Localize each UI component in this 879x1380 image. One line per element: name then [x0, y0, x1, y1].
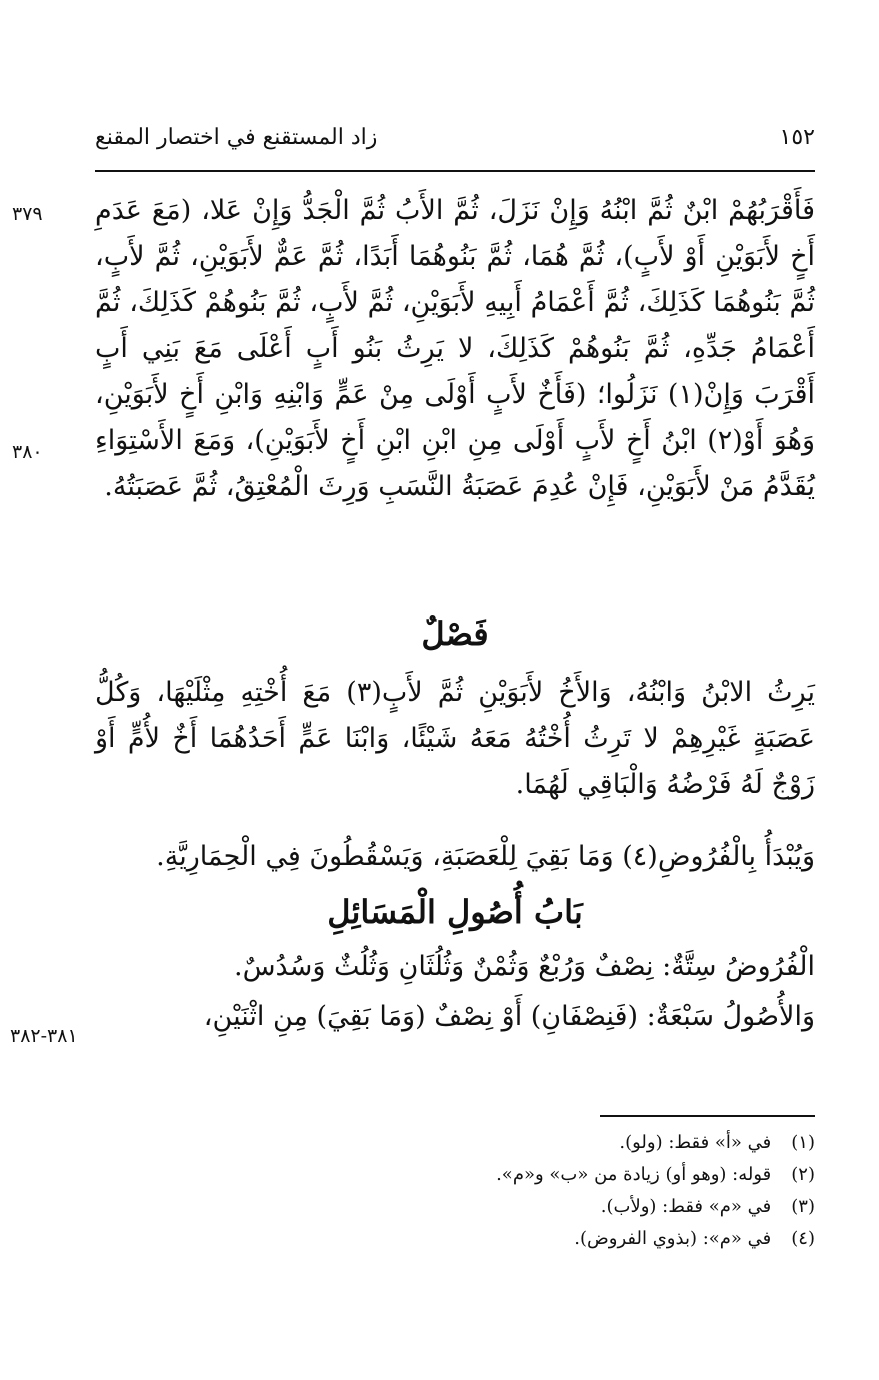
paragraph: يَرِثُ الابْنُ وَابْنُهُ، وَالأَخُ لأَبَوَيْنِ ثُمَّ لأَبٍ(٣) مَعَ أُخْتِهِ مِثْلَيْهَا، وَكُلُّ عَصَبَةٍ غَيْرِهِمْ لا تَرِثُ أُخْتُهُ مَعَهُ شَيْئًا، وَابْنَا عَمٍّ أَحَدُهُمَا أَخٌ لأُمٍّ أَوْ زَوْجٌ لَهُ فَرْضُهُ وَالْبَاقِي لَهُمَا.: [95, 677, 815, 800]
footnotes: [95, 1128, 815, 1256]
margin-number: ٣٨٠: [12, 441, 43, 463]
footnote-number: (٢): [791, 1164, 815, 1185]
paragraph: فَأَقْرَبُهُمْ ابْنٌ ثُمَّ ابْنُهُ وَإِنْ نَزَلَ، ثُمَّ الأَبُ ثُمَّ الْجَدُّ وَإِنْ عَلا، (مَعَ عَدَمِ أَخٍ لأَبَوَيْنِ أَوْ لأَبٍ)، ثُمَّ هُمَا، ثُمَّ بَنُوهُمَا أَبَدًا، ثُمَّ عَمٌّ لأَبَوَيْنِ، ثُمَّ لأَبٍ، ثُمَّ بَنُوهُمَا كَذَلِكَ، ثُمَّ أَعْمَامُ أَبِيهِ لأَبَوَيْنِ، ثُمَّ لأَبٍ، ثُمَّ بَنُوهُمْ كَذَلِكَ، ثُمَّ أَعْمَامُ جَدِّهِ، ثُمَّ بَنُوهُمْ كَذَلِكَ، لا يَرِثُ بَنُو أَبٍ أَعْلَى مَعَ بَنِي أَبٍ أَقْرَبَ وَإِنْ(١) نَزَلُوا؛ (فَأَخٌ لأَبٍ أَوْلَى مِنْ عَمٍّ وَابْنِهِ وَابْنِ أَخٍ لأَبَوَيْنِ، وَهُوَ أَوْ(٢) ابْنُ أَخٍ لأَبٍ أَوْلَى مِنِ ابْنِ ابْنِ أَخٍ لأَبَوَيْنِ)، وَمَعَ الأَسْتِوَاءِ يُقَدَّمُ مَنْ لأَبَوَيْنِ، فَإِنْ عُدِمَ عَصَبَةُ النَّسَبِ وَرِثَ الْمُعْتِقُ، ثُمَّ عَصَبَتُهُ.: [95, 195, 815, 502]
margin-number: ٣٧٩: [12, 203, 43, 225]
footnote-text: في «م» فقط: (ولأب).: [600, 1196, 772, 1217]
book-title: زاد المستقنع في اختصار المقنع: [95, 125, 378, 150]
margin-number: ٣٨١-٣٨٢: [10, 1025, 78, 1047]
paragraph: الْفُرُوضُ سِتَّةٌ: نِصْفٌ وَرُبْعٌ وَثُمْنٌ وَثُلُثَانِ وَثُلُثٌ وَسُدُسٌ.: [233, 951, 815, 982]
footnote-number: (١): [791, 1132, 815, 1153]
footnote-text: قوله: (وهو أو) زيادة من «ب» و«م».: [496, 1164, 772, 1185]
footnote-rule: [600, 1115, 815, 1117]
section-heading: فَصْلٌ: [421, 615, 489, 653]
footnote: [95, 1192, 815, 1222]
footnote-text: في «م»: (بذوي الفروض).: [574, 1228, 772, 1249]
footnote: [95, 1128, 815, 1158]
footnote-number: (٣): [791, 1196, 815, 1217]
chapter-heading: بَابُ أُصُولِ الْمَسَائِلِ: [327, 893, 583, 931]
running-header: [95, 118, 815, 158]
footnote-text: في «أ» فقط: (ولو).: [619, 1132, 772, 1153]
footnote: [95, 1224, 815, 1254]
paragraph: وَيُبْدَأُ بِالْفُرُوضِ(٤) وَمَا بَقِيَ لِلْعَصَبَةِ، وَيَسْقُطُونَ فِي الْحِمَارِيَّةِ.: [156, 841, 815, 872]
page-number: ١٥٢: [779, 125, 815, 150]
paragraph: وَالأُصُولُ سَبْعَةٌ: (فَنِصْفَانِ) أَوْ نِصْفٌ (وَمَا بَقِيَ) مِنِ اثْنَيْنِ،: [203, 1001, 815, 1032]
footnote-number: (٤): [791, 1228, 815, 1249]
header-rule: [95, 170, 815, 172]
footnote: [95, 1160, 815, 1190]
